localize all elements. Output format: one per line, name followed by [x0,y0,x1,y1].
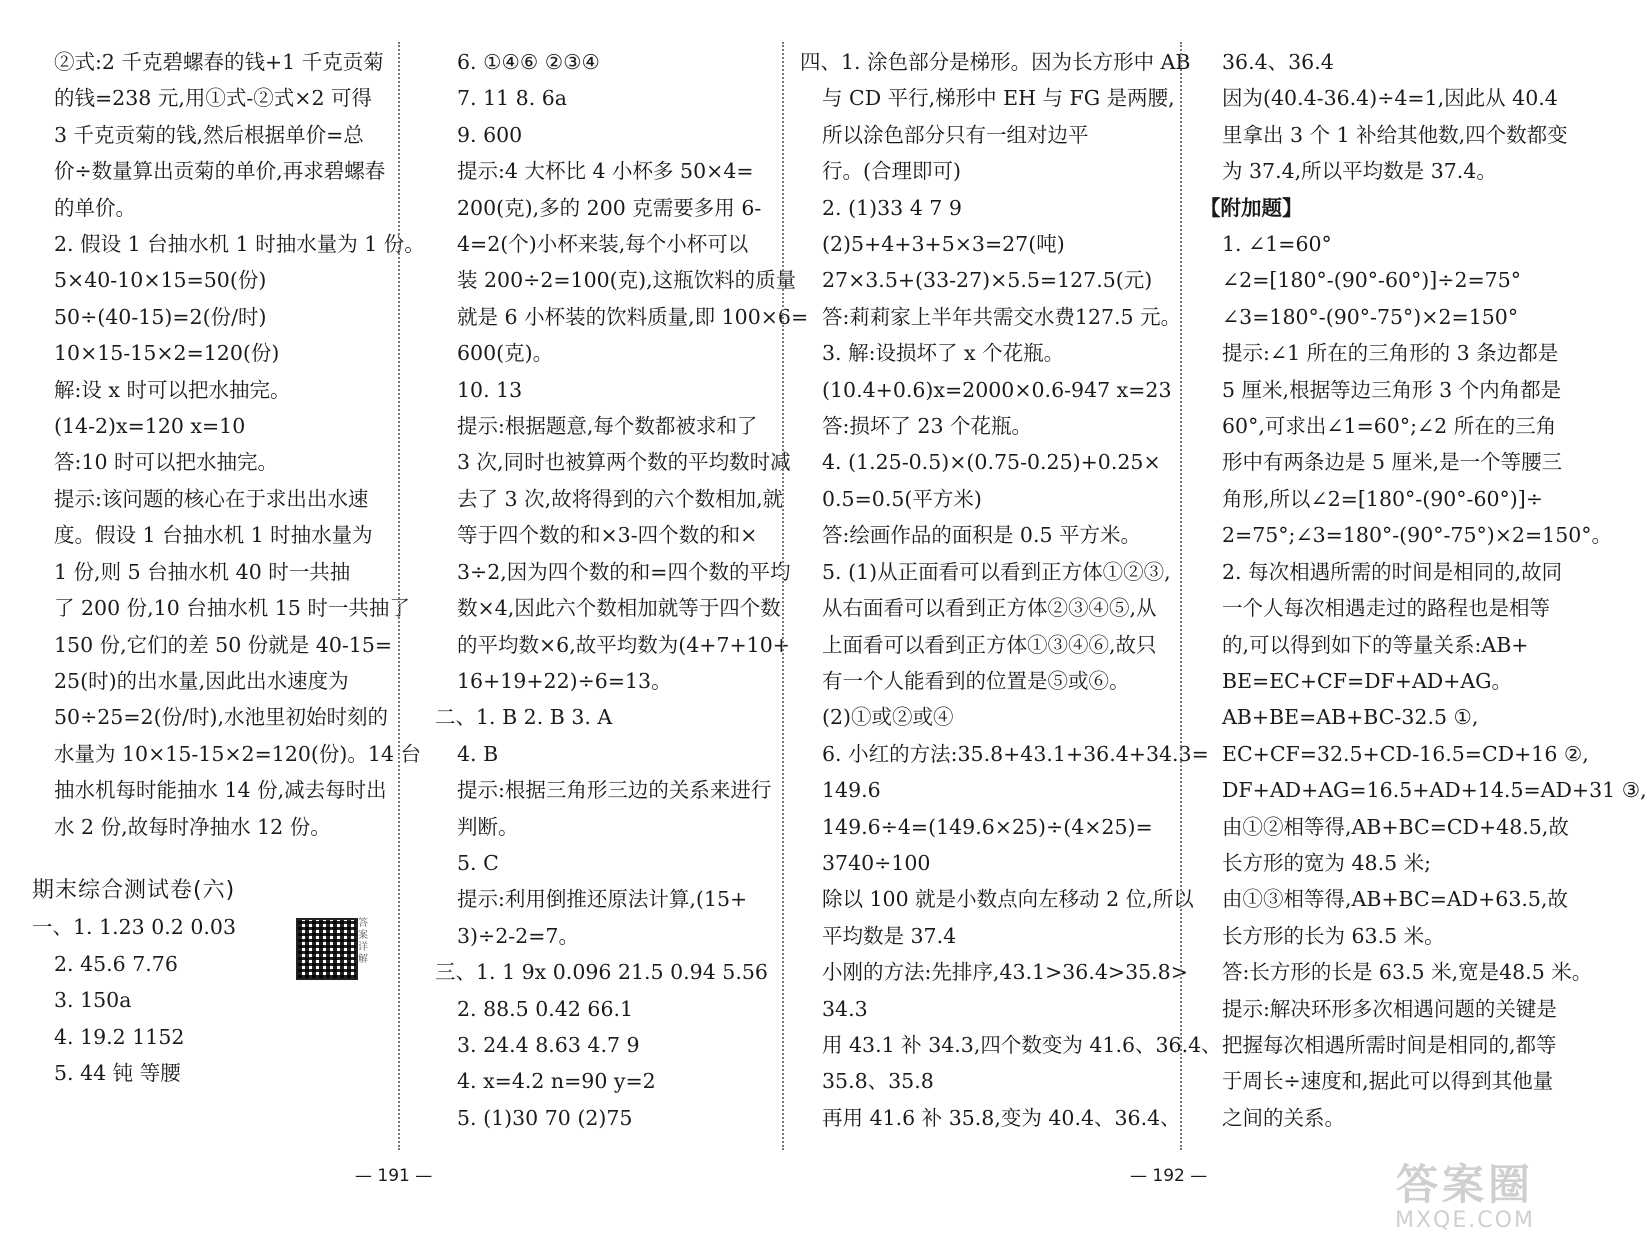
answer-line: 600(克)。 [457,341,554,366]
answer-line: 了 200 份,10 台抽水机 15 时一共抽了 [54,596,410,621]
answer-line: 3. 150a [54,988,132,1013]
answer-line: 行。(合理即可) [822,159,961,184]
answer-line: 2. 假设 1 台抽水机 1 时抽水量为 1 份。 [54,232,425,257]
answer-line: 于周长÷速度和,据此可以得到其他量 [1222,1069,1554,1094]
answer-line: 长方形的长为 63.5 米。 [1222,923,1445,948]
answer-line: 10×15-15×2=120(份) [54,341,280,366]
answer-line: 就是 6 小杯装的饮料质量,即 100×6= [457,304,809,329]
answer-line: 数×4,因此六个数相加就等于四个数 [457,596,781,621]
answer-line: (2)5+4+3+5×3=27(吨) [822,232,1065,257]
answer-line: 1 份,则 5 台抽水机 40 时一共抽 [54,559,351,584]
answer-line: 把握每次相遇所需时间是相同的,都等 [1222,1032,1557,1057]
answer-line: 用 43.1 补 34.3,四个数变为 41.6、36.4、 [822,1032,1222,1057]
answer-line: 6. ①④⑥ ②③④ [457,50,600,74]
answer-line: 50÷25=2(份/时),水池里初始时刻的 [54,705,388,730]
answer-line: 装 200÷2=100(克),这瓶饮料的质量 [457,268,797,293]
answer-line: 3 千克贡菊的钱,然后根据单价=总 [54,122,364,147]
answer-line: 3. 解:设损坏了 x 个花瓶。 [822,341,1065,366]
answer-line: 再用 41.6 补 35.8,变为 40.4、36.4、 [822,1105,1181,1130]
answer-line: 里拿出 3 个 1 补给其他数,四个数都变 [1222,122,1568,147]
answer-line: 149.6 [822,778,881,803]
answer-line: 4. B [457,741,499,766]
answer-line: 答:长方形的长是 63.5 米,宽是48.5 米。 [1222,960,1593,985]
answer-line: 2=75°;∠3=180°-(90°-75°)×2=150°。 [1222,523,1613,548]
answer-line: 形中有两条边是 5 厘米,是一个等腰三 [1222,450,1563,475]
answer-line: 之间的关系。 [1222,1105,1345,1130]
watermark-top: 答案圈 [1395,1160,1534,1209]
answer-line: 与 CD 平行,梯形中 EH 与 FG 是两腰, [822,86,1175,111]
answer-line: 5 厘米,根据等边三角形 3 个内角都是 [1222,377,1562,402]
answer-line: 角形,所以∠2=[180°-(90°-60°)]÷ [1222,486,1543,511]
answer-line: 25(时)的出水量,因此出水速度为 [54,668,349,693]
column-divider [398,42,400,1150]
answer-line: 60°,可求出∠1=60°;∠2 所在的三角 [1222,414,1557,439]
answer-line: 平均数是 37.4 [822,923,957,948]
answer-line: 二、1. B 2. B 3. A [435,705,613,730]
qr-caption: 答案详解 [358,918,368,965]
answer-line: 3740÷100 [822,850,931,875]
answer-line: AB+BE=AB+BC-32.5 ①, [1222,705,1479,730]
answer-line: 5. C [457,850,499,875]
answer-line: 价÷数量算出贡菊的单价,再求碧螺春 [54,159,386,184]
answer-line: 由①②相等得,AB+BC=CD+48.5,故 [1222,814,1569,839]
answer-line: 的钱=238 元,用①式-②式×2 可得 [54,86,372,111]
answer-line: 5. 44 钝 等腰 [54,1060,181,1085]
answer-line: 提示:利用倒推还原法计算,(15+ [457,887,748,912]
answer-column-2 [435,44,809,1136]
answer-line: DF+AD+AG=16.5+AD+14.5=AD+31 ③, [1222,778,1647,803]
answer-line: 3÷2,因为四个数的和=四个数的平均 [457,559,791,584]
answer-line: (14-2)x=120 x=10 [54,414,246,439]
answer-line: 为 37.4,所以平均数是 37.4。 [1222,159,1497,184]
answer-line: 4. (1.25-0.5)×(0.75-0.25)+0.25× [822,450,1161,475]
answer-line: 2. 每次相遇所需的时间是相同的,故同 [1222,559,1563,584]
answer-line: 期末综合测试卷(六) [32,877,236,903]
answer-line: 有一个人能看到的位置是⑤或⑥。 [822,668,1130,693]
answer-line: 4. x=4.2 n=90 y=2 [457,1069,656,1094]
answer-line: 判断。 [457,814,519,839]
answer-line: 36.4、36.4 [1222,50,1334,74]
answer-line: 的,可以得到如下的等量关系:AB+ [1222,632,1529,657]
answer-line: 4. 19.2 1152 [54,1024,185,1049]
answer-line: 提示:解决环形多次相遇问题的关键是 [1222,996,1557,1021]
answer-line: (10.4+0.6)x=2000×0.6-947 x=23 [822,377,1172,402]
answer-line: 度。假设 1 台抽水机 1 时抽水量为 [54,523,373,548]
answer-line: 10. 13 [457,377,523,402]
answer-line: 7. 11 8. 6a [457,86,568,111]
answer-line: 除以 100 就是小数点向左移动 2 位,所以 [822,887,1194,912]
answer-line: 水 2 份,故每时净抽水 12 份。 [54,814,331,839]
answer-line: 长方形的宽为 48.5 米; [1222,850,1432,875]
answer-line: 3. 24.4 8.63 4.7 9 [457,1032,640,1057]
answer-line: EC+CF=32.5+CD-16.5=CD+16 ②, [1222,741,1589,766]
answer-line: 提示:根据三角形三边的关系来进行 [457,778,772,803]
answer-line [32,845,392,873]
answer-line: ∠2=[180°-(90°-60°)]÷2=75° [1222,268,1522,293]
answer-line: 5. (1)从正面看可以看到正方体①②③, [822,559,1171,584]
answer-line: 1. ∠1=60° [1222,232,1332,257]
page-number-right: — 192 — [1130,1166,1208,1186]
answer-line: 由①③相等得,AB+BC=AD+63.5,故 [1222,887,1568,912]
answer-line: 一个人每次相遇走过的路程也是相等 [1222,596,1550,621]
answer-line: 5×40-10×15=50(份) [54,268,267,293]
answer-line: 四、1. 涂色部分是梯形。因为长方形中 AB [800,50,1191,74]
answer-line: 因为(40.4-36.4)÷4=1,因此从 40.4 [1222,86,1558,111]
watermark-bottom: MXQE.COM [1395,1208,1535,1233]
page-number-left: — 191 — [355,1166,433,1186]
answer-line: 等于四个数的和×3-四个数的和× [457,523,758,548]
watermark-logo [1395,1162,1535,1234]
answer-line: 34.3 [822,996,868,1021]
answer-line: 答:绘画作品的面积是 0.5 平方米。 [822,523,1142,548]
answer-line: BE=EC+CF=DF+AD+AG。 [1222,668,1513,693]
answer-line: 上面看可以看到正方体①③④⑥,故只 [822,632,1157,657]
answer-line: 【附加题】 [1200,195,1303,220]
answer-line: 2. (1)33 4 7 9 [822,195,962,220]
answer-line: 3)÷2-2=7。 [457,923,579,948]
answer-line: 16+19+22)÷6=13。 [457,668,672,693]
column-divider [782,42,784,1150]
answer-line: 2. 88.5 0.42 66.1 [457,996,634,1021]
answer-line: 抽水机每时能抽水 14 份,减去每时出 [54,778,387,803]
answer-line: 149.6÷4=(149.6×25)÷(4×25)= [822,814,1153,839]
answer-line: (2)①或②或④ [822,705,954,730]
answer-line: 答:10 时可以把水抽完。 [54,450,279,475]
answer-line: 答:损坏了 23 个花瓶。 [822,414,1033,439]
answer-line: 所以涂色部分只有一组对边平 [822,122,1089,147]
qr-code-icon [296,918,358,980]
answer-line: 解:设 x 时可以把水抽完。 [54,377,291,402]
answer-line: 35.8、35.8 [822,1069,934,1094]
column-divider [1180,42,1182,1150]
answer-line: 9. 600 [457,122,523,147]
answer-line: 5. (1)30 70 (2)75 [457,1105,633,1130]
answer-line: 一、1. 1.23 0.2 0.03 [32,915,236,940]
answer-line: ②式:2 千克碧螺春的钱+1 千克贡菊 [54,50,384,74]
answer-column-3 [800,44,1222,1136]
answer-line: 去了 3 次,故将得到的六个数相加,就 [457,486,784,511]
answer-line: 0.5=0.5(平方米) [822,486,982,511]
answer-line: 三、1. 1 9x 0.096 21.5 0.94 5.56 [435,960,768,985]
answer-line: 提示:∠1 所在的三角形的 3 条边都是 [1222,341,1559,366]
answer-line: 150 份,它们的差 50 份就是 40-15= [54,632,393,657]
answer-line: 6. 小红的方法:35.8+43.1+36.4+34.3= [822,741,1209,766]
answer-line: 27×3.5+(33-27)×5.5=127.5(元) [822,268,1153,293]
answer-line: ∠3=180°-(90°-75°)×2=150° [1222,304,1519,329]
answer-line: 答:莉莉家上半年共需交水费127.5 元。 [822,304,1182,329]
answer-column-4 [1200,44,1647,1136]
answer-line: 2. 45.6 7.76 [54,951,178,976]
answer-line: 小刚的方法:先排序,43.1>36.4>35.8> [822,960,1188,985]
answer-line: 的平均数×6,故平均数为(4+7+10+ [457,632,790,657]
answer-line: 提示:根据题意,每个数都被求和了 [457,414,758,439]
answer-line: 3 次,同时也被算两个数的平均数时减 [457,450,791,475]
answer-line: 的单价。 [54,195,136,220]
answer-line: 从右面看可以看到正方体②③④⑤,从 [822,596,1157,621]
answer-line: 200(克),多的 200 克需要多用 6- [457,195,762,220]
answer-line: 4=2(个)小杯来装,每个小杯可以 [457,232,749,257]
answer-line: 提示:该问题的核心在于求出出水速 [54,486,369,511]
answer-line: 提示:4 大杯比 4 小杯多 50×4= [457,159,754,184]
answer-line: 水量为 10×15-15×2=120(份)。14 台 [54,741,421,766]
answer-line: 50÷(40-15)=2(份/时) [54,304,267,329]
